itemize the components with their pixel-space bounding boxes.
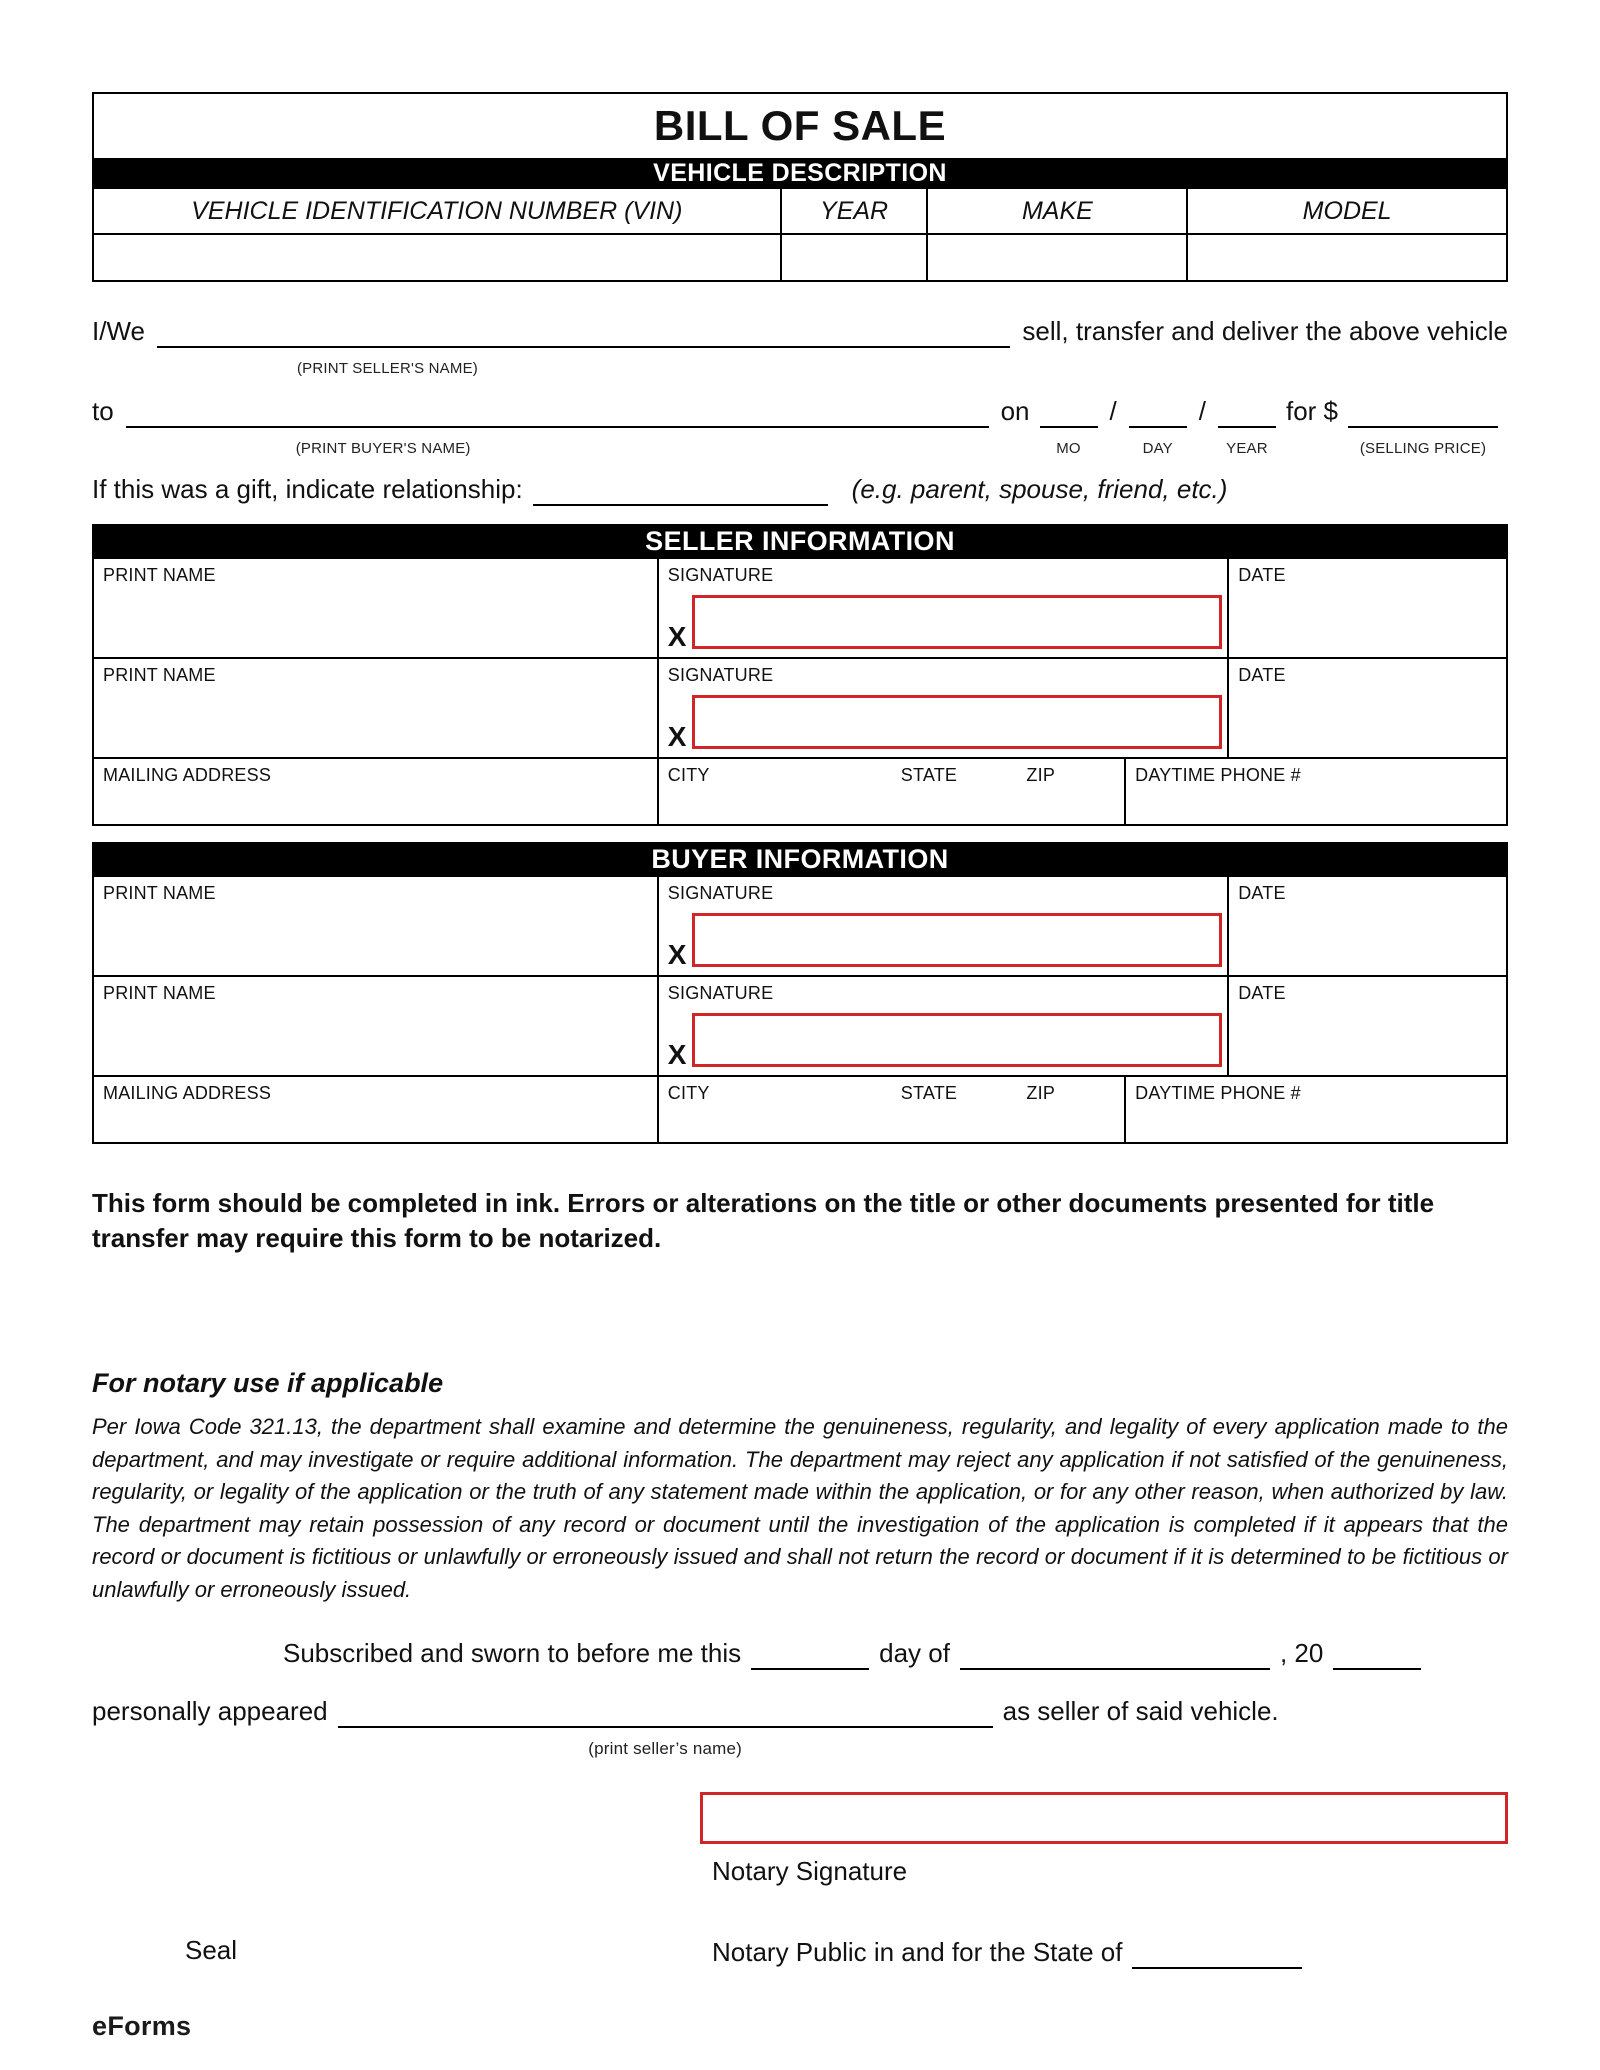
iowa-code-statute: Per Iowa Code 321.13, the department shall examine and determine the genuineness, regularity, and legality of every application made to the department, and may investigate or require additional information. The department may reject any application if not satisfied of the genuineness, regularity, or legality of the application or the truth of any statement made within the application, or for any other reason, when authorized by law. The department may retain possession of any record or document until the investigation of the application is completed if it appears that the record or document is fictitious or unlawfully or erroneously issued and shall not return the record or document if it is determined to be fictitious or unlawfully or erroneously issued.	[92, 1414, 1508, 1602]
year-input-cell[interactable]	[782, 235, 929, 280]
signature-label: SIGNATURE	[667, 665, 774, 685]
on-label: on	[1000, 396, 1030, 426]
buyer-address-row	[94, 1077, 1506, 1142]
ink-notice: This form should be completed in ink. Errors or alterations on the title or other documents presented for title transfer may require this form to be notarized.	[92, 1188, 1435, 1253]
notary-state-field[interactable]	[1132, 1941, 1302, 1969]
notary-signature-box[interactable]	[700, 1792, 1508, 1844]
seller-signature-cell-2	[659, 659, 1229, 757]
iwe-label: I/We	[92, 316, 145, 346]
vehicle-columns-header	[94, 189, 1506, 235]
buyer-name-field[interactable]	[126, 400, 989, 457]
daytime-phone-label: DAYTIME PHONE #	[1135, 765, 1301, 785]
signature-label: SIGNATURE	[667, 983, 774, 1003]
zip-label: ZIP	[1026, 765, 1056, 785]
model-column-header: MODEL	[1302, 196, 1392, 225]
gift-relationship-field[interactable]	[533, 478, 828, 506]
notary-state-label: Notary Public in and for the State of	[712, 1937, 1123, 1967]
vin-column-header: VEHICLE IDENTIFICATION NUMBER (VIN)	[94, 189, 782, 233]
sworn-month-field[interactable]	[960, 1642, 1270, 1670]
seal-label: Seal	[185, 1935, 238, 1965]
year-column-header: YEAR	[782, 189, 929, 233]
selling-price-field[interactable]	[1348, 400, 1498, 457]
sworn-text-1: Subscribed and sworn to before me this	[283, 1638, 742, 1668]
seller-print-name-2[interactable]	[94, 659, 659, 757]
seller-daytime-phone[interactable]	[1126, 759, 1506, 824]
date-year-field[interactable]	[1218, 400, 1276, 457]
buyer-signature-cell-2	[659, 977, 1229, 1075]
city-label: CITY	[667, 1083, 710, 1103]
day-hint: DAY	[1142, 440, 1173, 457]
appeared-seller-name-field[interactable]	[338, 1700, 993, 1758]
state-label: STATE	[900, 765, 958, 785]
print-name-label: PRINT NAME	[103, 883, 216, 903]
signature-x-mark: X	[667, 1039, 687, 1070]
state-label: STATE	[900, 1083, 958, 1103]
model-input-cell[interactable]	[1188, 235, 1506, 280]
signature-x-mark: X	[667, 621, 687, 652]
signature-x-mark: X	[667, 721, 687, 752]
signature-label: SIGNATURE	[667, 883, 774, 903]
notary-heading: For notary use if applicable	[92, 1368, 444, 1398]
gift-line	[92, 472, 1508, 506]
appeared-name-hint: (print seller’s name)	[588, 1739, 743, 1758]
mailing-address-label: MAILING ADDRESS	[103, 765, 272, 785]
buyer-city-state-zip[interactable]	[659, 1077, 1126, 1142]
seller-signature-cell-1	[659, 559, 1229, 657]
vehicle-values-row	[94, 235, 1506, 280]
zip-label: ZIP	[1026, 1083, 1056, 1103]
buyer-row-1	[94, 877, 1506, 977]
print-name-label: PRINT NAME	[103, 565, 216, 585]
date-label: DATE	[1238, 983, 1286, 1003]
seller-address-row	[94, 759, 1506, 824]
buyer-print-name-2[interactable]	[94, 977, 659, 1075]
make-column-header: MAKE	[928, 189, 1188, 233]
sworn-text-2: day of	[879, 1638, 950, 1668]
page-title: BILL OF SALE	[653, 102, 947, 149]
buyer-print-name-1[interactable]	[94, 877, 659, 975]
buyer-signature-box-2[interactable]	[692, 1013, 1222, 1067]
sworn-year-field[interactable]	[1333, 1642, 1421, 1670]
seller-signature-box-1[interactable]	[692, 595, 1222, 649]
month-hint: MO	[1056, 440, 1081, 457]
buyer-signature-cell-1	[659, 877, 1229, 975]
buyer-date-1[interactable]	[1229, 877, 1506, 975]
seal-row	[92, 1935, 1508, 1975]
seller-name-field[interactable]	[157, 320, 1010, 377]
transfer-line-1	[92, 314, 1508, 377]
buyer-date-2[interactable]	[1229, 977, 1506, 1075]
selling-price-hint: (SELLING PRICE)	[1359, 440, 1487, 457]
date-separator-2: /	[1198, 396, 1206, 426]
buyer-signature-box-1[interactable]	[692, 913, 1222, 967]
buyer-mailing-address[interactable]	[94, 1077, 659, 1142]
sworn-text-3: , 20	[1279, 1638, 1324, 1668]
mailing-address-label: MAILING ADDRESS	[103, 1083, 272, 1103]
gift-example-hint: (e.g. parent, spouse, friend, etc.)	[851, 474, 1228, 504]
buyer-daytime-phone[interactable]	[1126, 1077, 1506, 1142]
transfer-line-2	[92, 394, 1508, 457]
to-label: to	[92, 396, 114, 426]
print-name-label: PRINT NAME	[103, 983, 216, 1003]
date-label: DATE	[1238, 665, 1286, 685]
date-month-field[interactable]	[1040, 400, 1098, 457]
date-label: DATE	[1238, 565, 1286, 585]
seller-information-header: SELLER INFORMATION	[92, 524, 1508, 559]
seller-row-1	[94, 559, 1506, 659]
vehicle-description-section	[92, 92, 1508, 282]
seller-row-2	[94, 659, 1506, 759]
gift-label: If this was a gift, indicate relationship:	[92, 474, 523, 504]
seller-signature-box-2[interactable]	[692, 695, 1222, 749]
signature-label: SIGNATURE	[667, 565, 774, 585]
print-name-label: PRINT NAME	[103, 665, 216, 685]
notary-signature-label: Notary Signature	[712, 1856, 908, 1886]
seller-date-2[interactable]	[1229, 659, 1506, 757]
personally-appeared-line	[92, 1694, 1508, 1758]
sworn-day-field[interactable]	[751, 1642, 869, 1670]
year-hint: YEAR	[1226, 440, 1268, 457]
transfer-statement	[92, 314, 1508, 506]
daytime-phone-label: DAYTIME PHONE #	[1135, 1083, 1301, 1103]
notary-public-line	[712, 1935, 1312, 1969]
appeared-suffix: as seller of said vehicle.	[1002, 1696, 1279, 1726]
city-label: CITY	[667, 765, 710, 785]
seller-city-state-zip[interactable]	[659, 759, 1126, 824]
date-label: DATE	[1238, 883, 1286, 903]
seller-information-table	[92, 559, 1508, 826]
appeared-label: personally appeared	[92, 1696, 328, 1726]
sell-transfer-text: sell, transfer and deliver the above vehicle	[1022, 316, 1508, 346]
seller-name-hint: (PRINT SELLER'S NAME)	[296, 360, 478, 377]
eforms-logo: eForms	[92, 2011, 192, 2041]
signature-x-mark: X	[667, 939, 687, 970]
seller-mailing-address[interactable]	[94, 759, 659, 824]
buyer-row-2	[94, 977, 1506, 1077]
sworn-line	[92, 1636, 1508, 1670]
make-input-cell[interactable]	[928, 235, 1188, 280]
buyer-name-hint: (PRINT BUYER'S NAME)	[295, 440, 471, 457]
seller-print-name-1[interactable]	[94, 559, 659, 657]
date-separator-1: /	[1109, 396, 1117, 426]
vin-input-cell[interactable]	[94, 235, 782, 280]
date-day-field[interactable]	[1129, 400, 1187, 457]
for-price-label: for $	[1285, 396, 1338, 426]
vehicle-description-header: VEHICLE DESCRIPTION	[94, 158, 1506, 189]
seller-date-1[interactable]	[1229, 559, 1506, 657]
buyer-information-table	[92, 877, 1508, 1144]
buyer-information-header: BUYER INFORMATION	[92, 842, 1508, 877]
